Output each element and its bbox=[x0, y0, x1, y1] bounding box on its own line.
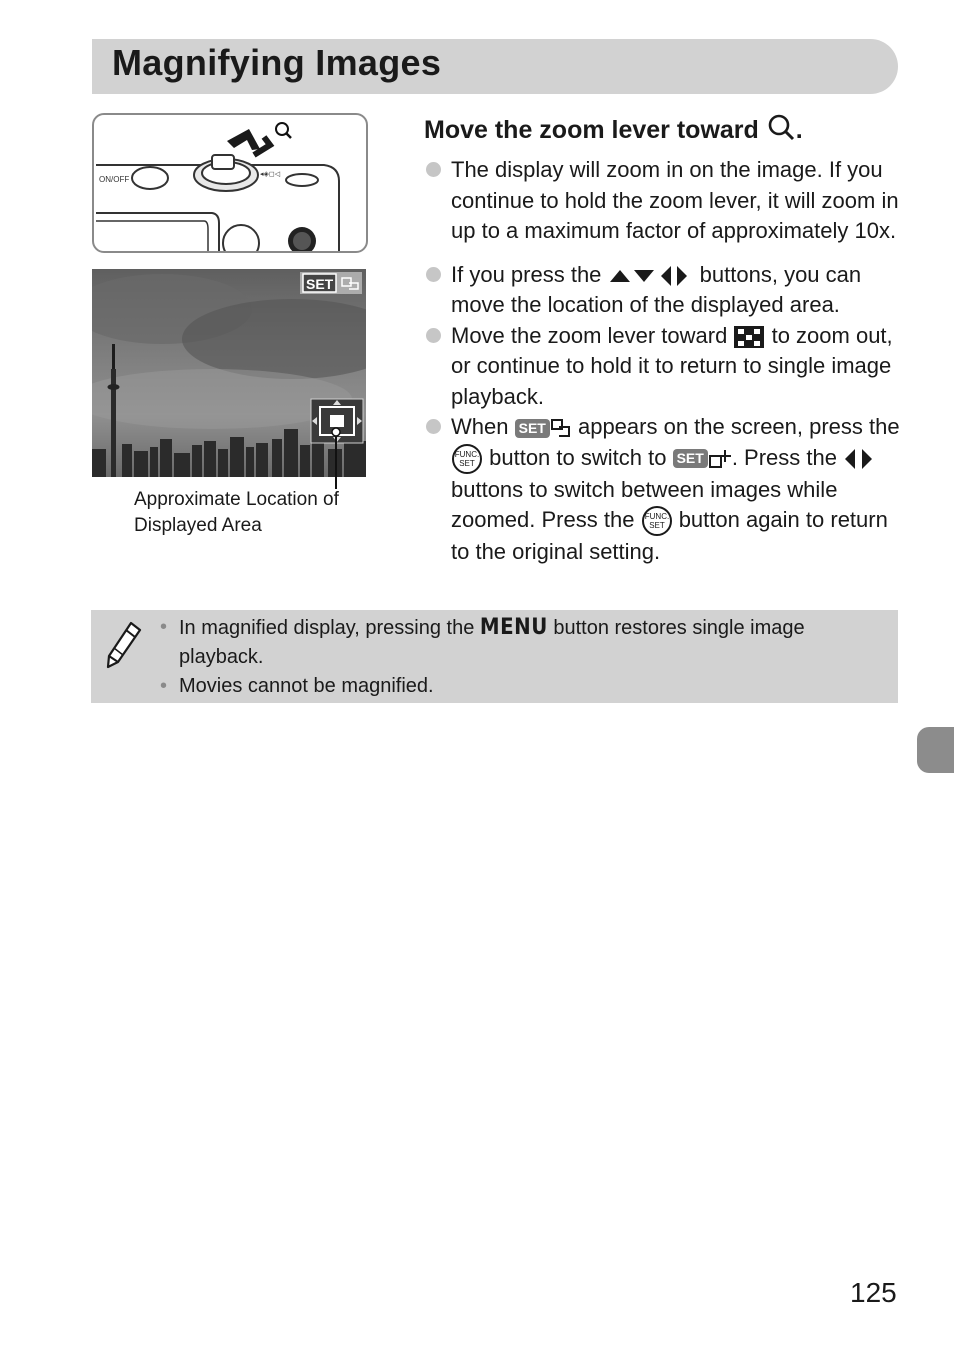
note-list bbox=[160, 613, 890, 701]
svg-text:◂◈◻◁: ◂◈◻◁ bbox=[260, 171, 281, 178]
pencil-icon bbox=[105, 620, 143, 670]
bullet-4-text-e: buttons to switch between images while zoomed. Press the bbox=[451, 476, 838, 533]
bullet-4-text-d: . Press the bbox=[731, 444, 837, 470]
svg-text:SET: SET bbox=[648, 521, 665, 531]
zoom-in-icon bbox=[766, 114, 796, 142]
step-heading-text: Move the zoom lever toward bbox=[424, 116, 759, 144]
bullet-1-text: The display will zoom in on the image. If you continue to hold the zoom lever, it will zoom in up to a maximum factor of approximately 10x. bbox=[451, 157, 899, 243]
list-item bbox=[160, 613, 890, 672]
menu-label: MENU bbox=[479, 615, 548, 640]
onoff-label: ON/OFF bbox=[99, 175, 130, 184]
set-icon-text: SET bbox=[306, 276, 334, 292]
list-item bbox=[424, 412, 904, 568]
caption-pointer-line bbox=[330, 416, 344, 491]
page-number: 125 bbox=[850, 1277, 897, 1308]
figure-caption: Approximate Location of Displayed Area bbox=[134, 489, 339, 536]
note-item-1-text-b: button restores single image playback. bbox=[179, 617, 805, 668]
bullet-2-text-b: buttons, you can move the location of the displayed area. bbox=[451, 261, 862, 317]
page-title: Magnifying Images bbox=[112, 42, 442, 83]
func-set-button-icon bbox=[641, 505, 673, 537]
bullet-3-text-b: to zoom out, or continue to hold it to return to single image playback. bbox=[451, 322, 893, 409]
index-playback-icon bbox=[733, 325, 765, 349]
func-set-button-icon bbox=[451, 443, 483, 475]
zoom-in-icon bbox=[276, 123, 291, 138]
step-heading-end: . bbox=[795, 116, 803, 144]
zoom-mode-icon bbox=[550, 417, 572, 439]
bullet-4-text-a: When bbox=[451, 414, 509, 439]
set-badge: SET bbox=[515, 419, 550, 438]
bullet-2-text-a: If you press the bbox=[451, 261, 602, 287]
chapter-tab bbox=[917, 727, 954, 773]
bullet-3-text-a: Move the zoom lever toward bbox=[451, 322, 728, 348]
set-zoom-icon bbox=[300, 272, 362, 294]
instruction-list bbox=[424, 155, 904, 568]
left-right-buttons-icon bbox=[843, 448, 877, 470]
camera-drawing bbox=[94, 115, 366, 251]
svg-text:SET: SET bbox=[459, 458, 475, 468]
list-item bbox=[424, 155, 904, 247]
direction-buttons-icon bbox=[608, 265, 694, 287]
list-item bbox=[160, 672, 890, 701]
note-item-2-text: Movies cannot be magnified. bbox=[179, 675, 434, 697]
bullet-4-text-f: button again to return to the original setting. bbox=[451, 507, 888, 565]
list-item bbox=[424, 260, 904, 321]
title-bar bbox=[92, 39, 898, 94]
svg-text:FUNC.: FUNC. bbox=[454, 449, 480, 459]
magnified-photo bbox=[92, 269, 366, 477]
step-heading bbox=[424, 114, 803, 145]
camera-illustration bbox=[92, 113, 368, 253]
jump-mode-icon bbox=[708, 448, 732, 470]
svg-text:FUNC.: FUNC. bbox=[644, 512, 669, 522]
note-item-1-text-a: In magnified display, pressing the bbox=[179, 617, 475, 639]
set-badge: SET bbox=[673, 449, 708, 468]
list-item bbox=[424, 321, 904, 413]
bullet-4-text-b: appears on the screen, press the bbox=[577, 414, 900, 439]
bullet-4-text-c: button to switch to bbox=[489, 444, 667, 470]
